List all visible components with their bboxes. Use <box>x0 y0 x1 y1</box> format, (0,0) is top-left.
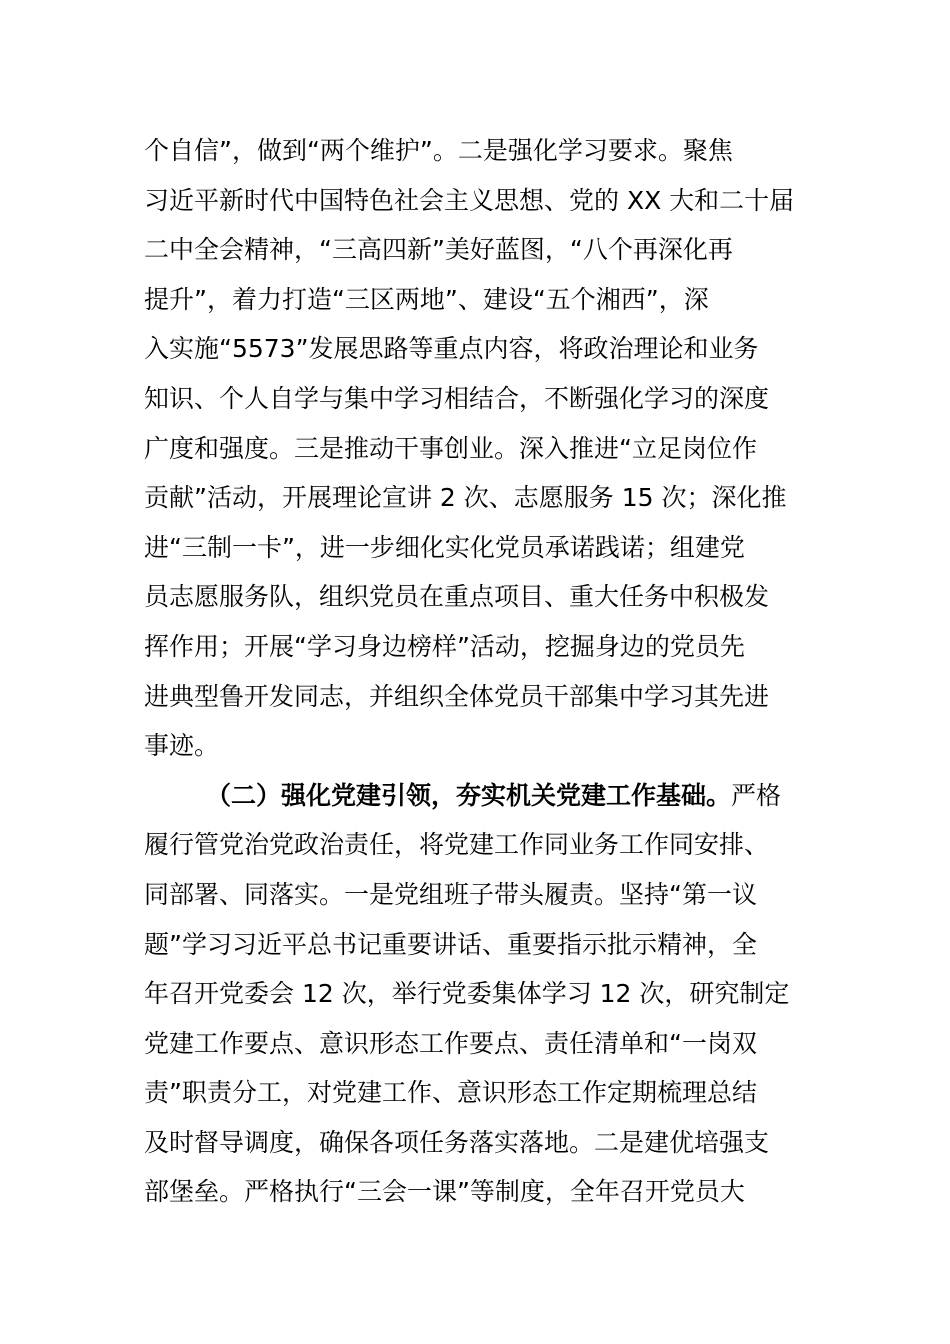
text-line: 履行管党治党政治责任，将党建工作同业务工作同安排、 <box>144 830 770 860</box>
text-line: 部堡垒。严格执行“三会一课”等制度，全年召开党员大 <box>144 1177 745 1207</box>
text-line: 广度和强度。三是推动干事创业。深入推进“立足岗位作 <box>144 433 757 463</box>
document-body <box>144 126 824 1217</box>
text-line: 贡献”活动，开展理论宣讲 2 次、志愿服务 15 次；深化推 <box>144 483 787 513</box>
paragraph-section-2 <box>144 771 824 1217</box>
text-line: 党建工作要点、意识形态工作要点、责任清单和“一岗双 <box>144 1028 757 1058</box>
text-line: 进“三制一卡”，进一步细化实化党员承诺践诺；组建党 <box>144 532 745 562</box>
text-line: 责”职责分工，对党建工作、意识形态工作定期梳理总结 <box>144 1078 757 1108</box>
section-heading: （二）强化党建引领，夯实机关党建工作基础。 <box>206 780 732 810</box>
text-line: 同部署、同落实。一是党组班子带头履责。坚持“第一议 <box>144 879 757 909</box>
text-line: 事迹。 <box>144 731 220 761</box>
section-heading-line <box>144 771 824 821</box>
paragraph-continuation <box>144 126 824 771</box>
text-line: 员志愿服务队，组织党员在重点项目、重大任务中积极发 <box>144 582 770 612</box>
text-line: 题”学习习近平总书记重要讲话、重要指示批示精神，全 <box>144 929 757 959</box>
text-line: 入实施“5573”发展思路等重点内容，将政治理论和业务 <box>144 334 759 364</box>
text-line: 个自信”，做到“两个维护”。二是强化学习要求。聚焦 <box>144 136 733 165</box>
text-line: 提升”，着力打造“三区两地”、建设“五个湘西”，深 <box>144 284 709 314</box>
text-line: 进典型鲁开发同志，并组织全体党员干部集中学习其先进 <box>144 681 770 711</box>
text-line: 习近平新时代中国特色社会主义思想、党的 XX 大和二十届 <box>144 185 795 215</box>
text-line: 年召开党委会 12 次，举行党委集体学习 12 次，研究制定 <box>144 979 790 1009</box>
text-line: 挥作用；开展“学习身边榜样”活动，挖掘身边的党员先 <box>144 631 745 661</box>
text-line: 及时督导调度，确保各项任务落实落地。二是建优培强支 <box>144 1127 770 1157</box>
text-line: 知识、个人自学与集中学习相结合，不断强化学习的深度 <box>144 383 770 413</box>
text-fragment: 严格 <box>731 780 782 810</box>
text-line: 二中全会精神，“三高四新”美好蓝图，“八个再深化再 <box>144 235 733 265</box>
